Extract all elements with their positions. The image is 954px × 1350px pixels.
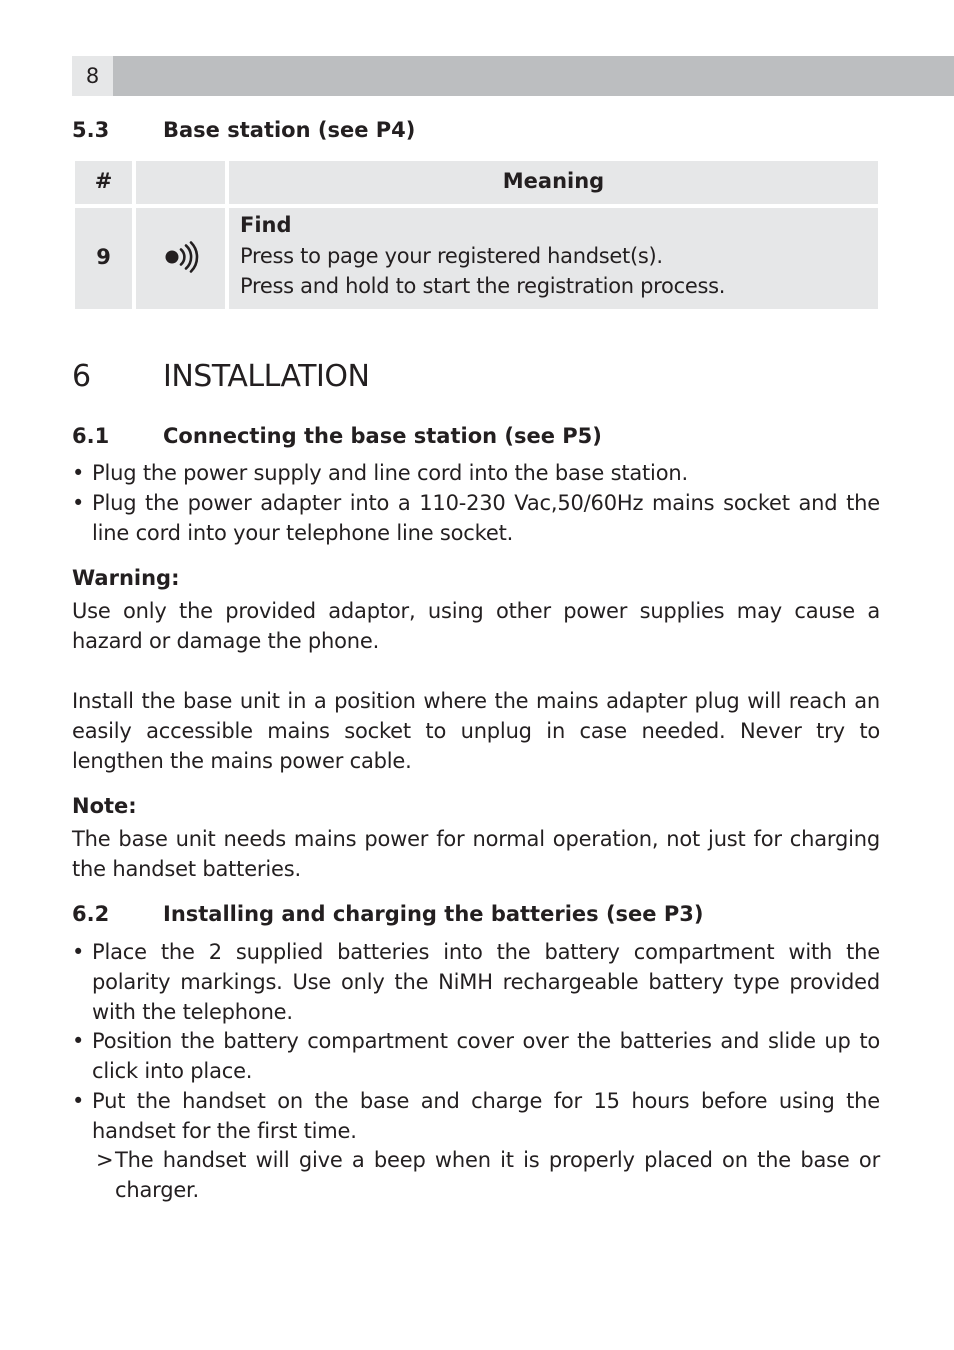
bullet-text: Put the handset on the base and charge for 15 hours before using the handset for the first time.	[92, 1089, 880, 1143]
section-number: 5.3	[72, 118, 110, 142]
list-item	[72, 937, 880, 1027]
row-line: Press to page your registered handset(s).	[240, 244, 663, 268]
section-number: 6	[72, 359, 91, 394]
list-item	[72, 488, 880, 548]
list-item	[72, 1026, 880, 1086]
section-6-heading	[72, 359, 369, 394]
bullet-marker: •	[72, 940, 85, 964]
section-6-2-heading	[72, 902, 703, 926]
bullet-text: Plug the power supply and line cord into the base station.	[92, 461, 688, 485]
list-item	[72, 458, 880, 488]
table-header-hash	[75, 161, 132, 204]
find-paging-icon	[164, 241, 200, 273]
sub-bullet-marker: >	[96, 1148, 114, 1172]
section-title: INSTALLATION	[163, 359, 370, 394]
bullet-text: Plug the power adapter into a 110-230 Vac,50/60Hz mains socket and the line cord into your telephone line socket.	[92, 491, 880, 545]
bullet-marker: •	[72, 461, 85, 485]
header-hash-label: #	[94, 169, 113, 193]
warning-label: Warning:	[72, 566, 180, 590]
install-text: Install the base unit in a position where the mains adapter plug will reach an easily accessible mains socket to unplug in case needed. Never try to lengthen the mains power cable.	[72, 689, 880, 773]
bullet-text: Position the battery compartment cover over the batteries and slide up to click into place.	[92, 1029, 880, 1083]
sub-list-item	[96, 1145, 880, 1205]
base-station-table	[75, 161, 878, 309]
header-meaning-label: Meaning	[502, 169, 605, 193]
warning-text: Use only the provided adaptor, using other power supplies may cause a hazard or damage the phone.	[72, 599, 880, 653]
list-item	[72, 1086, 880, 1146]
bullet-marker: •	[72, 1089, 85, 1113]
table-header-meaning	[229, 161, 878, 204]
page-number: 8	[85, 64, 100, 88]
header-bar	[72, 56, 954, 96]
row-line: Press and hold to start the registration process.	[240, 274, 726, 298]
bullet-text: Place the 2 supplied batteries into the battery compartment with the polarity markings. Use only the NiMH rechargeable battery type provided with the telephone.	[92, 940, 880, 1024]
section-number: 6.1	[72, 424, 110, 448]
page-number-box	[72, 56, 113, 96]
table-header-icon	[136, 161, 225, 204]
section-title: Installing and charging the batteries (see P3)	[163, 902, 704, 926]
section-5-3-heading	[72, 118, 415, 142]
section-number: 6.2	[72, 902, 110, 926]
row-title: Find	[240, 213, 292, 237]
note-text: The base unit needs mains power for normal operation, not just for charging the handset batteries.	[72, 827, 880, 881]
section-title: Connecting the base station (see P5)	[163, 424, 602, 448]
section-6-1-heading	[72, 424, 602, 448]
table-row-icon-cell	[136, 208, 225, 309]
note-label: Note:	[72, 794, 137, 818]
table-row-description-cell	[229, 208, 878, 309]
table-row-number-cell	[75, 208, 132, 309]
bullet-marker: •	[72, 1029, 85, 1053]
sub-bullet-text: The handset will give a beep when it is properly placed on the base or charger.	[115, 1148, 880, 1202]
bullet-marker: •	[72, 491, 85, 515]
section-title: Base station (see P4)	[163, 118, 416, 142]
row-number: 9	[96, 245, 111, 269]
